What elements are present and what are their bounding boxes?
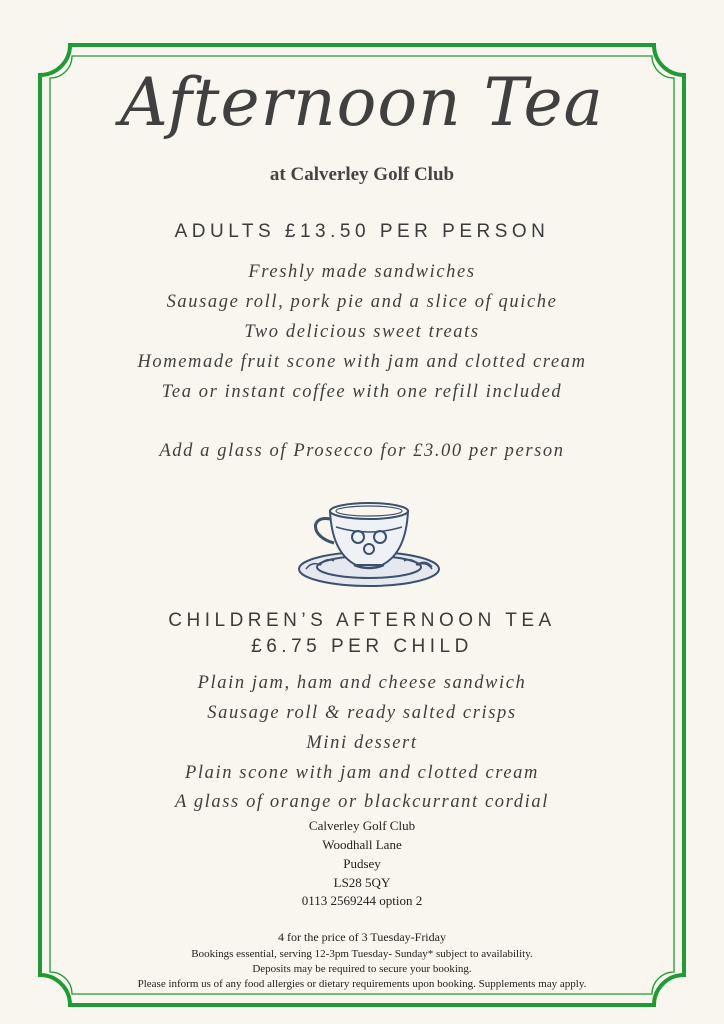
address-line: Pudsey [343,856,381,871]
child-menu-item: Plain jam, ham and cheese sandwich [197,673,527,693]
prosecco-addon: Add a glass of Prosecco for £3.00 per person [159,441,565,461]
child-menu-item: Plain scone with jam and clotted cream [184,763,539,783]
child-menu-item: Mini dessert [306,733,418,753]
adult-menu-item: Two delicious sweet treats [244,322,480,342]
adult-menu-item: Freshly made sandwiches [248,262,476,282]
offer-text: 4 for the price of 3 Tuesday-Friday [278,930,446,944]
page-title: Afternoon Tea [120,64,604,141]
adult-menu-item: Tea or instant coffee with one refill included [161,382,563,402]
child-menu-item: A glass of orange or blackcurrant cordial [175,792,549,812]
child-menu-item: Sausage roll & ready salted crisps [207,703,517,723]
children-heading-line2: £6.75 PER CHILD [251,636,473,657]
allergy-note: Please inform us of any food allergies or dietary requirements upon booking. Supplements may apply. [137,978,587,990]
booking-note: Bookings essential, serving 12-3pm Tuesday- Sunday* subject to availability. [191,948,533,960]
deposit-note: Deposits may be required to secure your booking. [252,963,472,975]
venue-subtitle: at Calverley Golf Club [269,164,455,185]
adult-menu-item: Sausage roll, pork pie and a slice of quiche [166,292,558,312]
adult-menu-item: Homemade fruit scone with jam and clotted cream [137,352,587,372]
phone-number: 0113 2569244 option 2 [301,893,423,908]
address-line: Calverley Golf Club [308,818,416,833]
address-line: LS28 5QY [333,875,391,890]
adults-heading: ADULTS £13.50 PER PERSON [174,221,550,242]
children-heading-line1: CHILDREN’S AFTERNOON TEA [168,610,556,631]
teacup-icon [296,497,442,591]
address-line: Woodhall Lane [322,837,402,852]
